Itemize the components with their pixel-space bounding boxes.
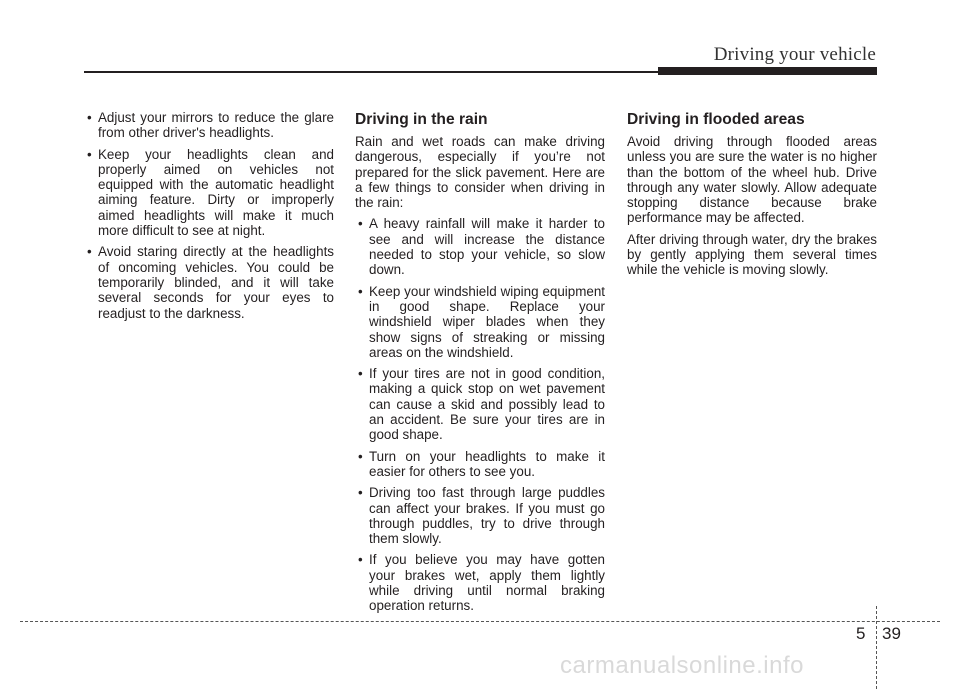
column-middle	[355, 110, 605, 620]
footer-divider	[876, 606, 877, 689]
footer-rule	[20, 621, 940, 622]
page-number: 39	[882, 624, 901, 643]
header-rule	[84, 71, 660, 73]
column-right	[627, 110, 877, 284]
list-item: • Avoid staring directly at the headlights of oncoming vehicles. You could be temporarily blinded, and it will take several seconds for your eyes to readjust to the darkness.	[84, 244, 334, 320]
list-item: • A heavy rainfall will make it harder to see and will increase the distance needed to stop your vehicle, so slow down.	[355, 216, 605, 277]
list-item: • Keep your headlights clean and properly aimed on vehicles not equipped with the automatic headlight aiming feature. Dirty or improperly aimed headlights will make it much more difficult to see at night.	[84, 147, 334, 239]
flooded-paragraph: Avoid driving through flooded areas unless you are sure the water is no higher than the bottom of the wheel hub. Drive through any water slowly. Allow adequate stopping distance because brake performance may be affected.	[627, 134, 877, 226]
flooded-paragraph: After driving through water, dry the brakes by gently applying them several times while the vehicle is moving slowly.	[627, 231, 877, 278]
list-item: • Keep your windshield wiping equipment in good shape. Replace your windshield wiper blades when they show signs of streaking or missing areas on the windshield.	[355, 284, 605, 360]
list-item: • Turn on your headlights to make it easier for others to see you.	[355, 449, 605, 480]
column-left	[84, 110, 334, 327]
flooded-heading: Driving in flooded areas	[627, 111, 805, 128]
header-rule-accent	[658, 67, 877, 75]
list-item: • Adjust your mirrors to reduce the glare from other driver's headlights.	[84, 110, 334, 141]
rain-heading: Driving in the rain	[355, 111, 488, 128]
watermark: carmanualsonline.info	[560, 652, 804, 679]
rain-tips-list	[355, 216, 605, 613]
list-item: • If you believe you may have gotten your brakes wet, apply them lightly while driving until normal braking operation returns.	[355, 552, 605, 613]
section-number: 5	[856, 624, 866, 643]
rain-intro: Rain and wet roads can make driving dangerous, especially if you’re not prepared for the slick pavement. Here are a few things to consider when driving in the rain:	[355, 134, 605, 211]
section-title: Driving your vehicle	[713, 44, 876, 65]
headlight-tips-list	[84, 110, 334, 321]
list-item: • Driving too fast through large puddles can affect your brakes. If you must go through puddles, try to drive through them slowly.	[355, 485, 605, 546]
list-item: • If your tires are not in good condition, making a quick stop on wet pavement can cause a skid and possibly lead to an accident. Be sure your tires are in good shape.	[355, 366, 605, 442]
